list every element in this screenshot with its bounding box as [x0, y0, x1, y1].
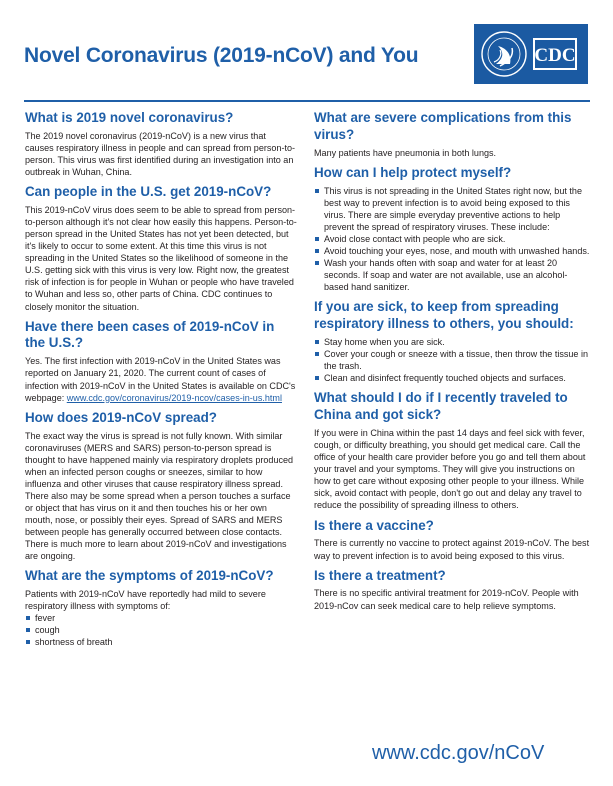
- right-column: [314, 110, 590, 618]
- list-item: [314, 257, 590, 293]
- symptom-list: [25, 612, 297, 648]
- list-item: [314, 372, 590, 384]
- list-item-text: Avoid close contact with people who are sick.: [324, 233, 506, 244]
- list-item-text: Stay home when you are sick.: [324, 337, 445, 348]
- section-symptoms: [25, 568, 297, 648]
- section-what-is: [25, 110, 297, 178]
- cases-in-us-link[interactable]: www.cdc.gov/coronavirus/2019-ncov/cases-in-us.html: [66, 392, 282, 403]
- list-item: [314, 245, 590, 257]
- section-us-cases: [25, 319, 297, 404]
- bullet-icon: [315, 261, 319, 265]
- section-heading: What is 2019 novel coronavirus?: [25, 110, 234, 125]
- section-body: Many patients have pneumonia in both lungs.: [314, 147, 497, 158]
- section-body: If you were in China within the past 14 days and feel sick with fever, cough, or difficulty breathing, you should get medical care. Call the office of your health care provider before you go and tell them about your travel and your symptoms. They will give you instructions on how to get care without exposing other people to your illness. While sick, avoid contact with people, don't go out and delay any travel to reduce the possibility of spreading illness to others.: [314, 428, 586, 511]
- cdc-logo-text: CDC: [534, 45, 576, 66]
- section-body: There is no specific antiviral treatment for 2019-nCoV. People with 2019-nCov can seek medical care to help relieve symptoms.: [314, 588, 579, 611]
- section-protect: [314, 165, 590, 293]
- section-body: [25, 355, 297, 403]
- bullet-icon: [26, 640, 30, 644]
- left-column: [25, 110, 297, 654]
- page-title: Novel Coronavirus (2019-nCoV) and You: [24, 44, 419, 67]
- list-item: [314, 348, 590, 372]
- list-item: [314, 185, 590, 233]
- section-heading: How can I help protect myself?: [314, 164, 512, 180]
- list-item-text: Avoid touching your eyes, nose, and mouth with unwashed hands.: [324, 246, 590, 257]
- list-item: [314, 336, 590, 348]
- bullet-icon: [315, 340, 319, 344]
- section-heading: What are severe complications from this virus?: [314, 110, 572, 142]
- section-body: The exact way the virus is spread is not fully known. With similar coronaviruses (MERS and SARS) person-to-person spread is thought to have happened mainly via respiratory droplets produced when an infected person coughs or sneezes, similar to how influenza and other viruses that cause respiratory illness spread. There also may be some spread when a person touches a surface or object that has virus on it and then touches his or her own mouth, nose, or possibly their eyes. Spread of SARS and MERS between people has generally occurred between close contacts. There is much more to learn about 2019-nCoV and investigations are ongoing.: [25, 430, 294, 562]
- list-item-text: cough: [35, 625, 60, 636]
- section-body-text: Yes. The first infection with 2019-nCoV in the United States was reported on January 21, 2020. The current count of cases of infection with 2019-nCoV in the United States is available on CDC's webpage:: [25, 356, 296, 403]
- section-treatment: [314, 568, 590, 612]
- bullet-icon: [315, 189, 319, 193]
- section-heading: Is there a treatment?: [314, 567, 446, 583]
- section-body: The 2019 novel coronavirus (2019-nCoV) is a new virus that causes respiratory illness in people and can spread from person-to-person. This virus was first identified during an investigation into an outbreak in Wuhan, China.: [25, 130, 296, 178]
- list-item: [25, 636, 297, 648]
- section-vaccine: [314, 518, 590, 562]
- section-spread: [25, 410, 297, 563]
- bullet-icon: [315, 376, 319, 380]
- list-item-text: This virus is not spreading in the United States right now, but the best way to prevent infection is to avoid being exposed to this virus. There are simple everyday preventive actions to help prevent the spread of respiratory viruses. These include:: [324, 185, 582, 232]
- if-sick-list: [314, 336, 590, 384]
- list-item-text: Cover your cough or sneeze with a tissue, then throw the tissue in the trash.: [324, 349, 589, 372]
- protect-list: [314, 185, 590, 294]
- section-heading: Can people in the U.S. get 2019-nCoV?: [25, 184, 272, 200]
- section-heading: How does 2019-nCoV spread?: [25, 409, 217, 425]
- section-heading: What are the symptoms of 2019-nCoV?: [25, 568, 274, 584]
- section-complications: [314, 110, 590, 159]
- section-body: This 2019-nCoV virus does seem to be able to spread from person-to-person although it's not clear how easily this happens. Person-to-person spread in the United States has not yet been detected, but it's likely to occur to some extent. At this time this virus is not spreading in the United States so the likelihood of someone in the U.S. getting sick with this virus is very low. Right now, the greatest risk of infection is for people in Wuhan or people who have traveled to Wuhan and less so, other parts of China. CDC continues to closely monitor the situation.: [25, 205, 297, 312]
- list-item-text: Wash your hands often with soap and water for at least 20 seconds. If soap and water are not available, use an alcohol-based hand sanitizer.: [324, 258, 568, 293]
- bullet-icon: [26, 616, 30, 620]
- list-item-text: fever: [35, 613, 56, 624]
- list-item: [25, 612, 297, 624]
- header-rule: [24, 100, 590, 102]
- cdc-logo: [474, 24, 588, 84]
- section-body: There is currently no vaccine to protect against 2019-nCoV. The best way to prevent infection is to avoid being exposed to this virus.: [314, 538, 590, 561]
- hhs-cdc-logo-icon: [474, 24, 588, 84]
- list-item-text: Clean and disinfect frequently touched objects and surfaces.: [324, 373, 566, 384]
- section-travel: [314, 390, 590, 511]
- section-if-sick: [314, 299, 590, 384]
- bullet-icon: [26, 628, 30, 632]
- bullet-icon: [315, 237, 319, 241]
- list-item: [25, 624, 297, 636]
- section-heading: If you are sick, to keep from spreading respiratory illness to others, you should:: [314, 299, 574, 332]
- footer-url-link[interactable]: www.cdc.gov/nCoV: [372, 742, 545, 764]
- section-heading: What should I do if I recently traveled to China and got sick?: [314, 390, 568, 423]
- section-us-get: [25, 184, 297, 312]
- section-heading: Is there a vaccine?: [314, 517, 434, 533]
- section-heading: Have there been cases of 2019-nCoV in the U.S.?: [25, 318, 275, 351]
- section-body: Patients with 2019-nCoV have reportedly had mild to severe respiratory illness with symptoms of:: [25, 589, 266, 612]
- list-item: [314, 233, 590, 245]
- list-item-text: shortness of breath: [35, 637, 113, 648]
- bullet-icon: [315, 352, 319, 356]
- bullet-icon: [315, 249, 319, 253]
